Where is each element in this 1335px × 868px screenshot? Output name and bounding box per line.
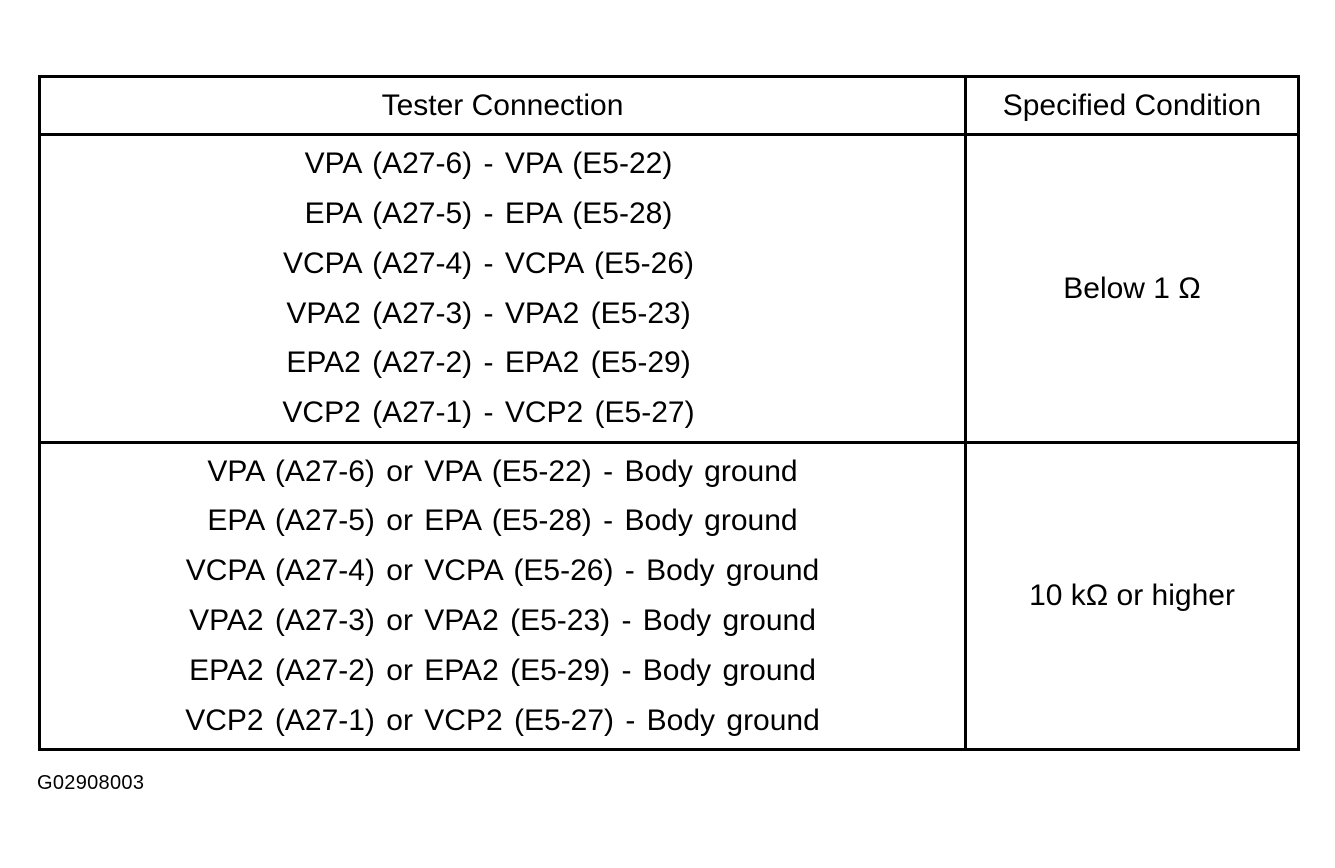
connection-line: VPA (A27-6) or VPA (E5-22) - Body ground	[207, 454, 798, 488]
tester-connection-cell	[40, 443, 966, 750]
table-row	[40, 135, 1299, 443]
connection-line: VCPA (A27-4) - VCPA (E5-26)	[282, 246, 695, 280]
connection-line: EPA (A27-5) or EPA (E5-28) - Body ground	[207, 504, 798, 538]
table-header-row	[40, 77, 1299, 135]
connection-line: EPA2 (A27-2) - EPA2 (E5-29)	[286, 346, 691, 380]
connection-line: EPA (A27-5) - EPA (E5-28)	[304, 196, 673, 230]
connection-line: VPA (A27-6) - VPA (E5-22)	[304, 147, 673, 181]
connection-line: VPA2 (A27-3) or VPA2 (E5-23) - Body ground	[189, 604, 816, 637]
connection-list	[41, 139, 964, 438]
condition-value: Below 1 Ω	[1063, 271, 1201, 305]
table-row	[40, 443, 1299, 750]
tester-connection-cell	[40, 135, 966, 443]
header-specified-condition: Specified Condition	[966, 77, 1299, 135]
header-tester-connection: Tester Connection	[40, 77, 966, 135]
connection-list	[41, 447, 964, 746]
connection-line: EPA2 (A27-2) or EPA2 (E5-29) - Body ground	[189, 653, 816, 687]
specification-table	[38, 75, 1300, 751]
specified-condition-cell	[966, 135, 1299, 443]
connection-line: VPA2 (A27-3) - VPA2 (E5-23)	[286, 296, 691, 330]
connection-line: VCPA (A27-4) or VCPA (E5-26) - Body ground	[185, 554, 820, 588]
condition-value: 10 kΩ or higher	[1029, 579, 1235, 612]
specified-condition-cell	[966, 443, 1299, 750]
connection-line: VCP2 (A27-1) or VCP2 (E5-27) - Body ground	[185, 703, 820, 737]
figure-id-label: G02908003	[37, 772, 145, 794]
connection-line: VCP2 (A27-1) - VCP2 (E5-27)	[282, 396, 695, 430]
